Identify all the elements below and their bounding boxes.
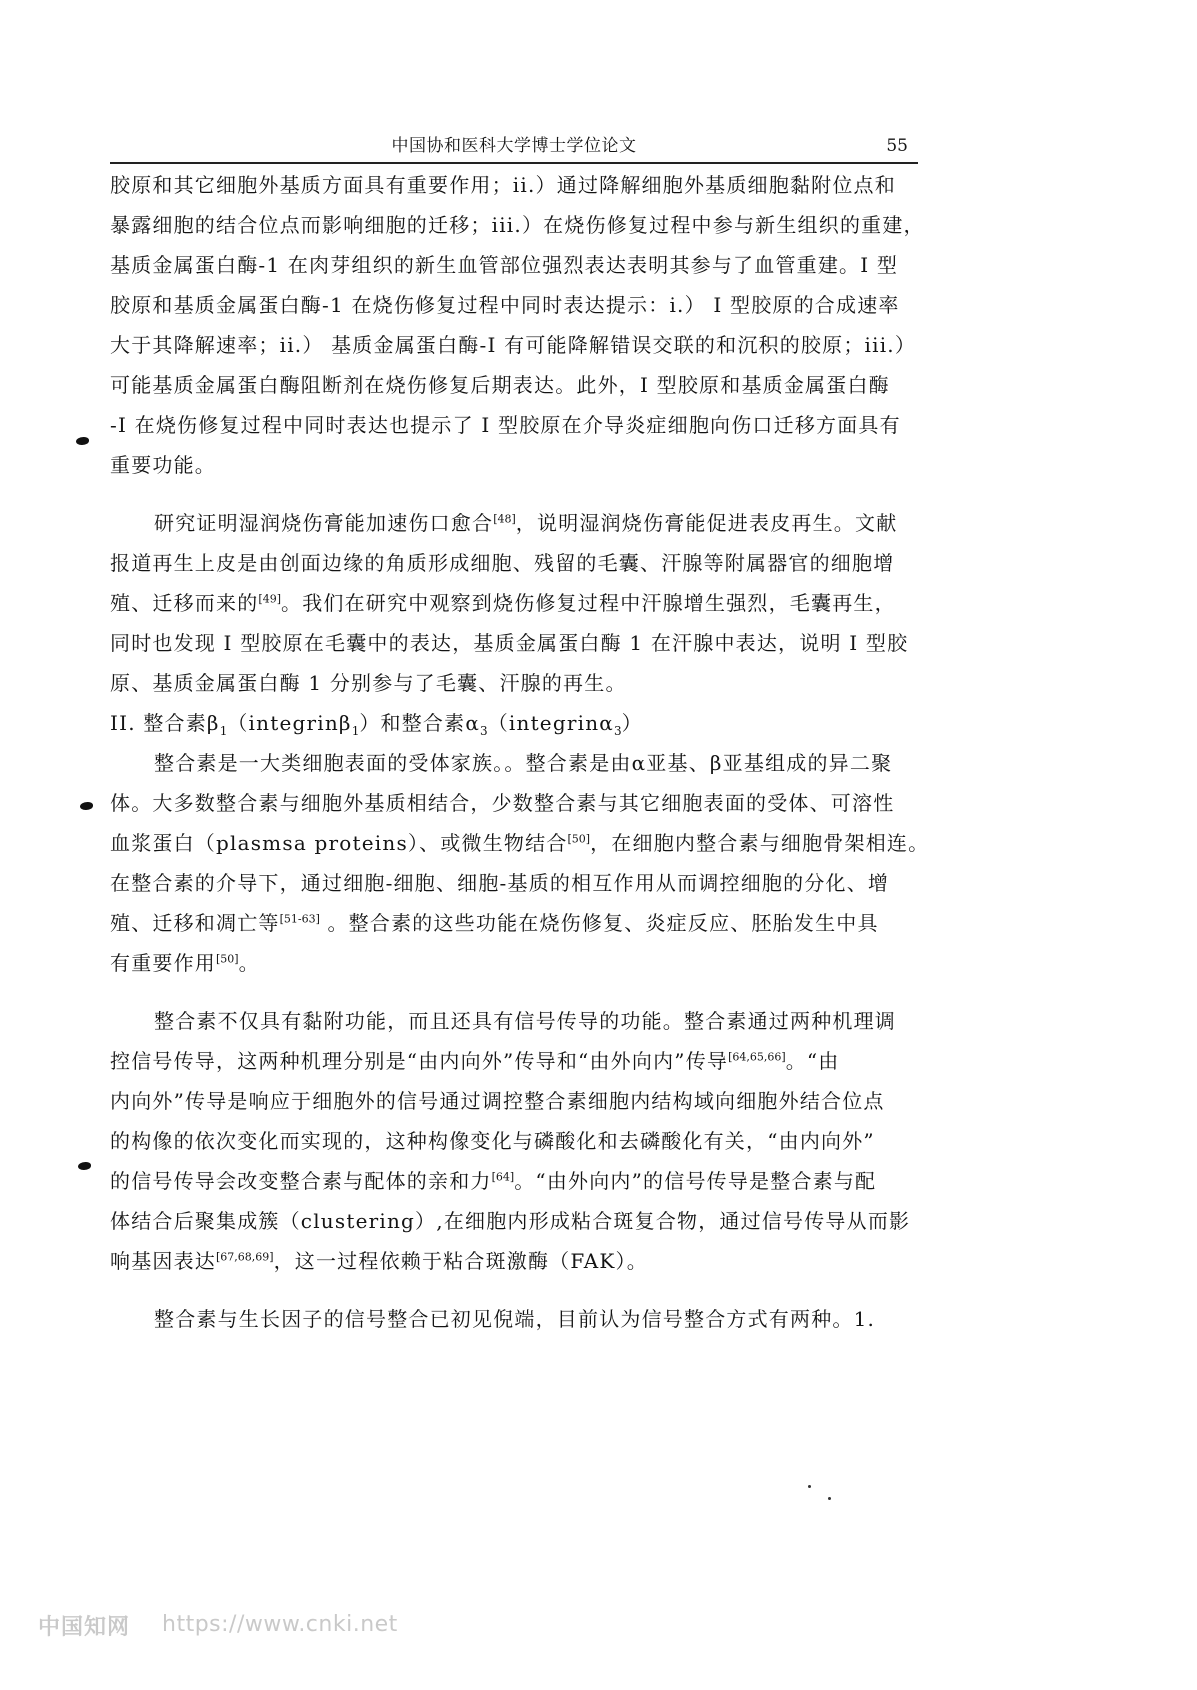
text-span: II. 整合素β xyxy=(110,711,220,735)
subscript: 1 xyxy=(351,724,360,738)
citation: [49] xyxy=(258,592,281,606)
paragraph-2 xyxy=(110,503,952,703)
subscript: 1 xyxy=(219,724,228,738)
header-title: 中国协和医科大学博士学位论文 xyxy=(391,136,637,156)
text-span: 。“由 xyxy=(785,1049,840,1073)
text-span: 控信号传导，这两种机理分别是“由内向外”传导和“由外向内”传导 xyxy=(110,1049,729,1073)
text-span: ，说明湿润烧伤膏能促进表皮再生。文献 xyxy=(515,511,898,535)
subscript: 3 xyxy=(613,724,622,738)
text-line: 基质金属蛋白酶-1 在肉芽组织的新生血管部位强烈表达表明其参与了血管重建。I 型 xyxy=(110,253,899,277)
scan-speck xyxy=(808,1485,811,1488)
text-line: 整合素不仅具有黏附功能，而且还具有信号传导的功能。整合素通过两种机理调 xyxy=(154,1009,896,1033)
page-number: 55 xyxy=(886,136,908,156)
text-line xyxy=(110,823,952,863)
text-line xyxy=(110,583,952,623)
text-line: 暴露细胞的结合位点而影响细胞的迁移；iii.）在烧伤修复过程中参与新生组织的重建， xyxy=(110,213,925,237)
text-line: 可能基质金属蛋白酶阻断剂在烧伤修复后期表达。此外，I 型胶原和基质金属蛋白酶 xyxy=(110,373,890,397)
text-line: 同时也发现 I 型胶原在毛囊中的表达，基质金属蛋白酶 1 在汗腺中表达，说明 I 型胶 xyxy=(110,631,909,655)
text-line: 体。大多数整合素与细胞外基质相结合，少数整合素与其它细胞表面的受体、可溶性 xyxy=(110,791,895,815)
text-span: ，这一过程依赖于粘合斑激酶（FAK）。 xyxy=(273,1249,648,1273)
text-span: 殖、迁移而来的 xyxy=(110,591,259,615)
cnki-logo-watermark: 中国知网 xyxy=(38,1615,131,1640)
text-span: 有重要作用 xyxy=(110,951,216,975)
section-heading xyxy=(110,703,952,743)
cnki-url-watermark: https://www.cnki.net xyxy=(162,1612,398,1637)
text-span: ，在细胞内整合素与细胞骨架相连。 xyxy=(590,831,930,855)
citation: [51-63] xyxy=(279,912,320,926)
subscript: 3 xyxy=(480,724,488,738)
text-line: 内向外”传导是响应于细胞外的信号通过调控整合素细胞内结构域向细胞外结合位点 xyxy=(110,1089,885,1113)
text-line: 整合素是一大类细胞表面的受体家族。。整合素是由α亚基、β亚基组成的异二聚 xyxy=(154,751,893,775)
paragraph-5 xyxy=(110,1299,952,1339)
scan-mark xyxy=(80,802,93,810)
scan-speck xyxy=(828,1497,831,1500)
text-line xyxy=(110,943,952,983)
citation: [64] xyxy=(491,1170,515,1184)
text-line xyxy=(110,503,952,543)
text-line xyxy=(110,903,952,943)
text-span: ）和整合素α xyxy=(359,711,481,735)
text-span: 。整合素的这些功能在烧伤修复、炎症反应、胚胎发生中具 xyxy=(319,911,879,935)
text-line: 胶原和其它细胞外基质方面具有重要作用；ii.）通过降解细胞外基质细胞黏附位点和 xyxy=(110,173,896,197)
text-span: 。“由外向内”的信号传导是整合素与配 xyxy=(514,1169,877,1193)
text-line xyxy=(110,1041,952,1081)
text-span: （integrinα xyxy=(487,711,614,735)
citation: [50] xyxy=(216,952,239,966)
text-line: -I 在烧伤修复过程中同时表达也提示了 I 型胶原在介导炎症细胞向伤口迁移方面具有 xyxy=(110,413,901,437)
text-line: 的构像的依次变化而实现的，这种构像变化与磷酸化和去磷酸化有关，“由内向外” xyxy=(110,1129,875,1153)
paragraph-1 xyxy=(110,165,952,485)
text-line xyxy=(110,1161,952,1201)
text-span: 殖、迁移和凋亡等 xyxy=(110,911,280,935)
paragraph-4 xyxy=(110,1001,952,1281)
body-text xyxy=(110,165,952,1339)
running-header xyxy=(110,132,918,164)
scan-mark xyxy=(78,1162,91,1170)
text-span: 。 xyxy=(238,951,260,975)
text-span: 。我们在研究中观察到烧伤修复过程中汗腺增生强烈，毛囊再生， xyxy=(281,591,896,615)
text-span: 研究证明湿润烧伤膏能加速伤口愈合 xyxy=(154,511,494,535)
text-line: 大于其降解速率；ii.） 基质金属蛋白酶-I 有可能降解错误交联的和沉积的胶原；iii.） xyxy=(110,333,917,357)
text-line: 报道再生上皮是由创面边缘的角质形成细胞、残留的毛囊、汗腺等附属器官的细胞增 xyxy=(110,551,895,575)
citation: [48] xyxy=(493,512,516,526)
paragraph-3 xyxy=(110,743,952,983)
text-line: 重要功能。 xyxy=(110,453,216,477)
text-span: （integrinβ xyxy=(227,711,352,735)
text-span: 的信号传导会改变整合素与配体的亲和力 xyxy=(110,1169,492,1193)
text-line: 体结合后聚集成簇（clustering）,在细胞内形成粘合斑复合物，通过信号传导从而影 xyxy=(110,1209,911,1233)
text-span: 响基因表达 xyxy=(110,1249,216,1273)
text-line xyxy=(110,1241,952,1281)
scan-mark xyxy=(76,437,89,445)
citation: [50] xyxy=(567,832,591,846)
text-line: 原、基质金属蛋白酶 1 分别参与了毛囊、汗腺的再生。 xyxy=(110,671,627,695)
citation: [64,65,66] xyxy=(728,1050,786,1064)
text-span: ） xyxy=(621,711,643,735)
text-line: 在整合素的介导下，通过细胞-细胞、细胞-基质的相互作用从而调控细胞的分化、增 xyxy=(110,871,890,895)
text-line: 胶原和基质金属蛋白酶-1 在烧伤修复过程中同时表达提示：i.） I 型胶原的合成速率 xyxy=(110,293,900,317)
text-line: 整合素与生长因子的信号整合已初见倪端，目前认为信号整合方式有两种。1. xyxy=(154,1307,876,1331)
citation: [67,68,69] xyxy=(216,1250,274,1264)
text-span: 血浆蛋白（plasmsa proteins）、或微生物结合 xyxy=(110,831,568,855)
